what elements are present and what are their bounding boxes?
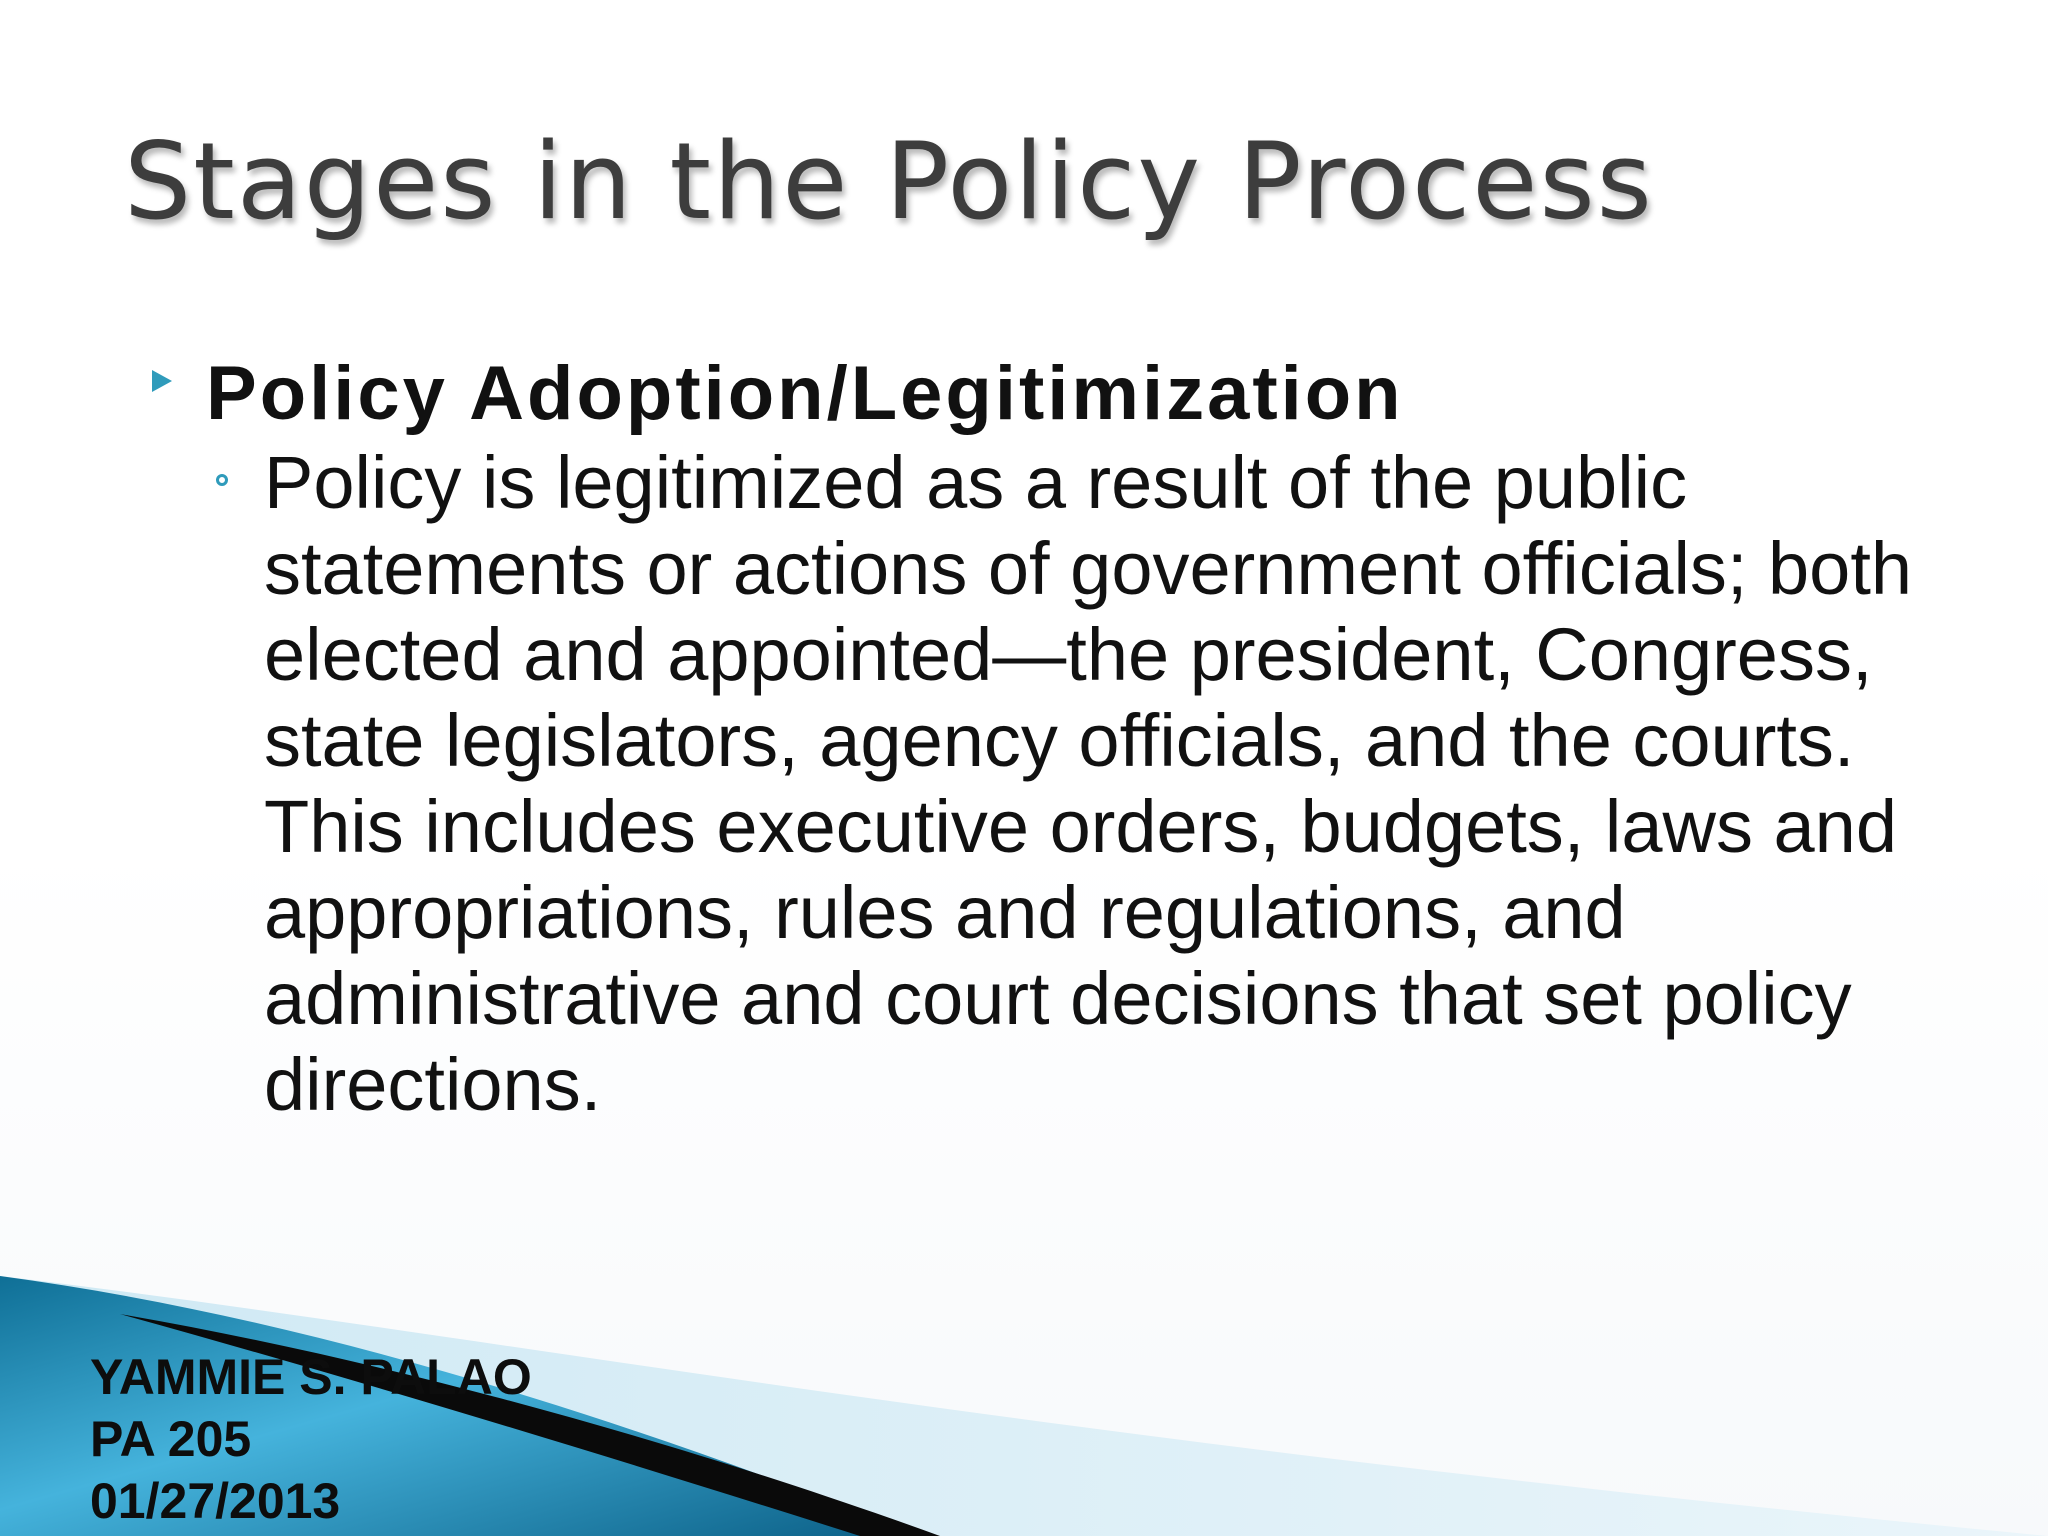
bullet-heading: Policy Adoption/Legitimization bbox=[206, 351, 1404, 436]
footer-author: YAMMIE S. PALAO bbox=[90, 1349, 532, 1405]
circle-bullet-icon bbox=[216, 474, 228, 486]
bullet-item bbox=[148, 348, 1928, 440]
slide-title: Stages in the Policy Process bbox=[124, 120, 1654, 243]
slide-content bbox=[148, 348, 1928, 1128]
footer-course: PA 205 bbox=[90, 1411, 252, 1467]
footer-date: 01/27/2013 bbox=[90, 1473, 341, 1529]
sub-bullet-text: Policy is legitimized as a result of the public statements or actions of government officials; both elected and appointed—the president, Congress, state legislators, agency officials, and the courts. This includes executive orders, budgets, laws and appropriations, rules and regulations, and administrative and court decisions that set policy directions. bbox=[264, 441, 1913, 1126]
sub-bullet-item bbox=[148, 440, 1928, 1128]
triangle-bullet-icon bbox=[152, 370, 172, 392]
footer-info bbox=[90, 1346, 532, 1532]
